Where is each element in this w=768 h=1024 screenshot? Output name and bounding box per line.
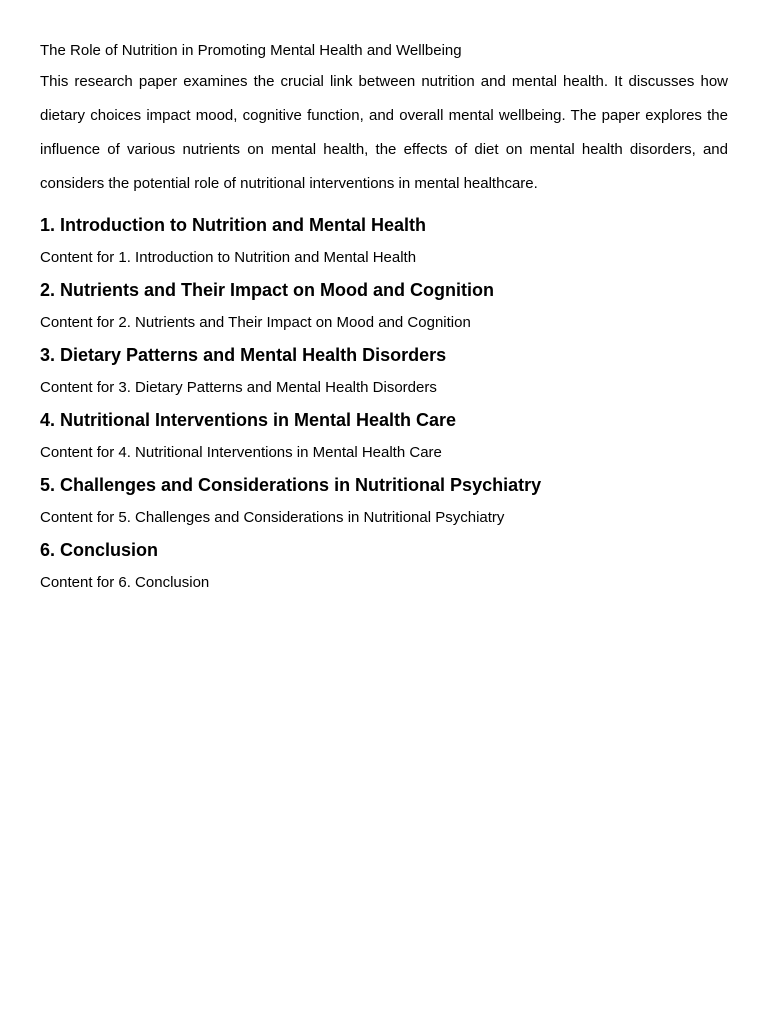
section-heading: 5. Challenges and Considerations in Nutritional Psychiatry [40,475,542,495]
section-content: Content for 1. Introduction to Nutrition and Mental Health [40,249,417,266]
section-dietary-patterns [40,343,728,398]
section-heading: 4. Nutritional Interventions in Mental Health Care [40,410,457,430]
section-challenges [40,473,728,528]
section-heading: 3. Dietary Patterns and Mental Health Disorders [40,345,447,365]
section-heading: 2. Nutrients and Their Impact on Mood and Cognition [40,280,494,300]
section-heading: 1. Introduction to Nutrition and Mental Health [40,215,426,235]
document-title: The Role of Nutrition in Promoting Mental Health and Wellbeing [40,42,462,59]
section-content: Content for 3. Dietary Patterns and Mental Health Disorders [40,379,437,396]
section-introduction [40,213,728,268]
section-nutrients [40,278,728,333]
section-content: Content for 5. Challenges and Considerations in Nutritional Psychiatry [40,509,505,526]
section-content: Content for 4. Nutritional Interventions in Mental Health Care [40,444,442,461]
section-conclusion [40,538,728,593]
section-content: Content for 6. Conclusion [40,574,210,591]
section-content: Content for 2. Nutrients and Their Impact on Mood and Cognition [40,314,471,331]
section-heading: 6. Conclusion [40,540,159,560]
abstract-paragraph: This research paper examines the crucial link between nutrition and mental health. It discusses how dietary choices impact mood, cognitive function, and overall mental wellbeing. The paper explores the influence of various nutrients on mental health, the effects of diet on mental health disorders, and considers the potential role of nutritional interventions in mental healthcare. [40,73,728,192]
section-interventions [40,408,728,463]
